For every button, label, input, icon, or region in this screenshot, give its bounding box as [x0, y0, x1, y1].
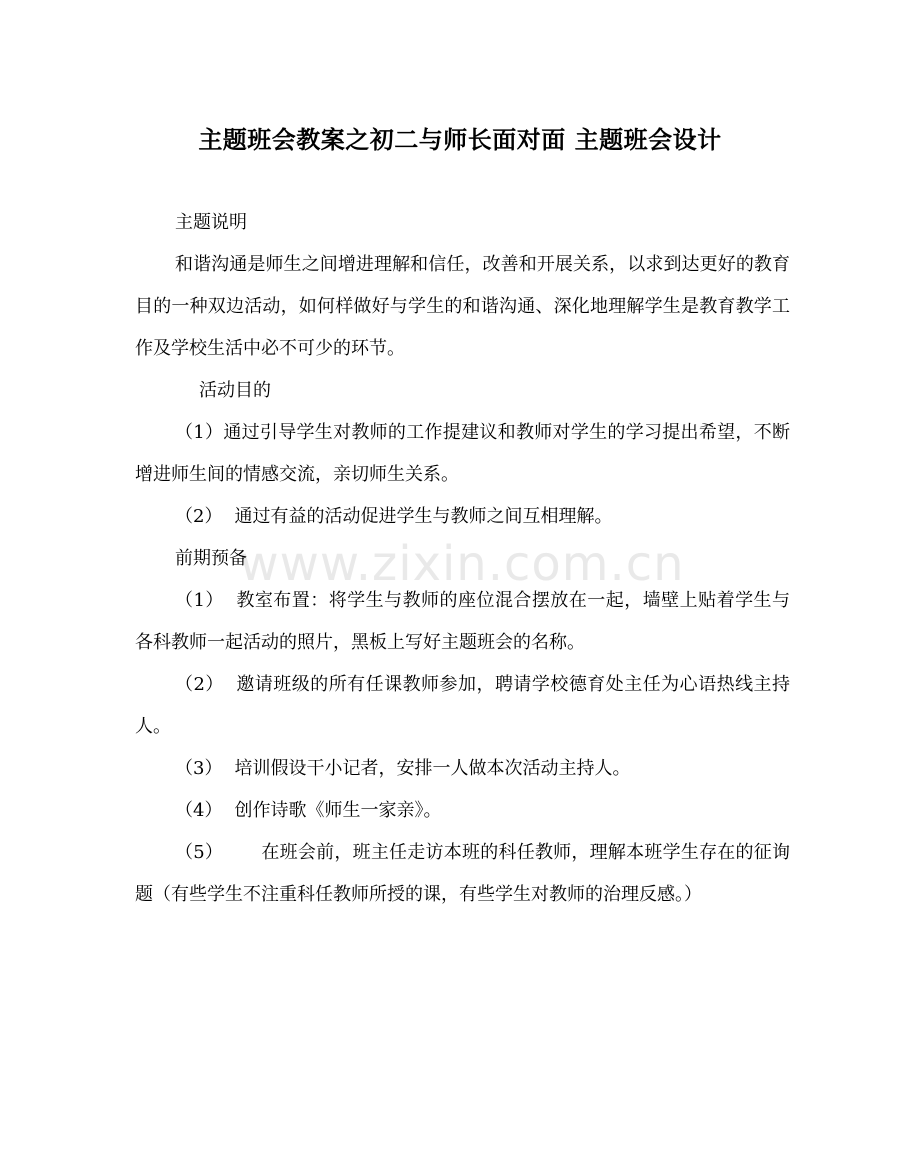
goal-item-2 — [135, 496, 790, 538]
prep-item-1-text: 教室布置：将学生与教师的座位混合摆放在一起，墙壁上贴着学生与各科教师一起活动的照片，黑板上写好主题班会的名称。 — [135, 590, 791, 653]
prep-item-3-number: （3） — [175, 758, 223, 779]
prep-item-5 — [135, 832, 790, 916]
watermark: www.zixin.com.cn — [239, 536, 685, 592]
document-body — [135, 202, 790, 916]
prep-item-4-number: （4） — [175, 800, 223, 821]
prep-item-4 — [135, 790, 790, 832]
goal-item-2-text: 通过有益的活动促进学生与教师之间互相理解。 — [234, 506, 613, 527]
prep-item-5-number: （5） — [175, 842, 224, 863]
document-title: 主题班会教案之初二与师长面对面 主题班会设计 — [198, 125, 722, 154]
prep-item-2-number: （2） — [175, 674, 224, 695]
prep-item-1-number: （1） — [175, 590, 224, 611]
goal-item-1 — [135, 412, 790, 496]
prep-heading: 前期预备 — [175, 548, 247, 569]
goal-heading: 活动目的 — [199, 380, 271, 401]
prep-item-3-text: 培训假设干小记者，安排一人做本次活动主持人。 — [234, 758, 631, 779]
theme-paragraph: 和谐沟通是师生之间增进理解和信任，改善和开展关系，以求到达更好的教育目的一种双边活动，如何样做好与学生的和谐沟通、深化地理解学生是教育教学工作及学校生活中必不可少的环节。 — [135, 254, 790, 359]
theme-heading: 主题说明 — [175, 212, 247, 233]
prep-item-2-text: 邀请班级的所有任课教师参加，聘请学校德育处主任为心语热线主持人。 — [135, 674, 791, 737]
goal-item-1-text: 通过引导学生对教师的工作提建议和教师对学生的学习提出希望，不断增进师生间的情感交流，亲切师生关系。 — [135, 422, 791, 485]
prep-item-5-text: 在班会前，班主任走访本班的科任教师，理解本班学生存在的征询题（有些学生不注重科任教师所授的课，有些学生对教师的治理反感。） — [135, 842, 791, 905]
goal-item-2-number: （2） — [175, 506, 223, 527]
prep-item-4-text: 创作诗歌《师生一家亲》。 — [234, 800, 442, 821]
prep-item-1 — [135, 580, 790, 664]
prep-item-2 — [135, 664, 790, 748]
prep-item-3 — [135, 748, 790, 790]
goal-item-1-number: （1） — [175, 422, 224, 443]
